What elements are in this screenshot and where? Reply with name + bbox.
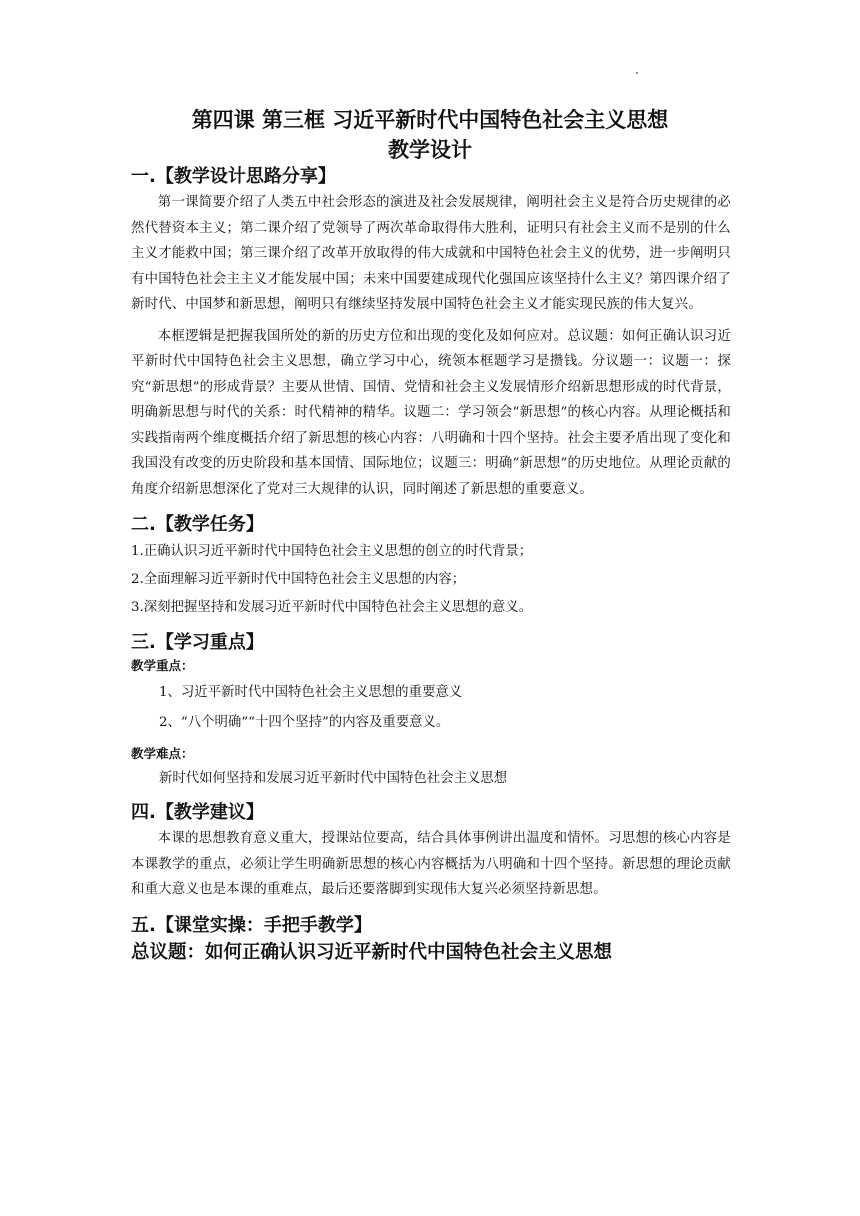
task-item-3: 3.深刻把握坚持和发展习近平新时代中国特色社会主义思想的意义。 [131, 600, 533, 615]
key-point-2: 2、“八个明确”“十四个坚持”的内容及重要意义。 [159, 715, 450, 730]
section-4-paragraph: 本课的思想教育意义重大，授课站位要高，结合具体事例讲出温度和情怀。习思想的核心内容是本课教学的重点，必须让学生明确新思想的核心内容概括为八明确和十四个坚持。新思想的理论贡献和重大意义也是本课的重难点，最后还要落脚到实现伟大复兴必须坚持新思想。 [131, 831, 731, 897]
difficulty-text: 新时代如何坚持和发展习近平新时代中国特色社会主义思想 [159, 771, 508, 786]
document-body [131, 164, 731, 967]
main-topic: 总议题：如何正确认识习近平新时代中国特色社会主义思想 [131, 941, 613, 963]
section-5-heading: 五.【课堂实操：手把手教学】 [131, 914, 372, 936]
key-points-label: 教学重点： [131, 658, 194, 673]
section-3-heading: 三.【学习重点】 [131, 632, 264, 653]
section-1-paragraph-2: 本框逻辑是把握我国所处的新的历史方位和出现的变化及如何应对。总议题：如何正确认识习近平新时代中国特色社会主义思想，确立学习中心，统领本框题学习是攒钱。分议题一：议题一：探究“新思想”的形成背景？主要从世情、国情、党情和社会主义发展情形介绍新思想形成的时代背景，明确新思想与时代的关系：时代精神的精华。议题二：学习领会“新思想”的核心内容。从理论概括和实践指南两个维度概括介绍了新思想的核心内容：八明确和十四个坚持。社会主要矛盾出现了变化和我国没有改变的历史阶段和基本国情、国际地位；议题三：明确“新思想”的历史地位。从理论贡献的角度介绍新思想深化了党对三大规律的认识，同时阐述了新思想的重要意义。 [131, 328, 731, 497]
section-1-heading: 一.【教学设计思路分享】 [131, 166, 336, 187]
header-dot [636, 72, 638, 74]
difficulty-label: 教学难点： [131, 746, 194, 761]
task-item-2: 2.全面理解习近平新时代中国特色社会主义思想的内容； [131, 572, 466, 587]
section-1-paragraph-1: 第一课简要介绍了人类五中社会形态的演进及社会发展规律，阐明社会主义是符合历史规律的必然代替资本主义；第二课介绍了党领导了两次革命取得伟大胜利，证明只有社会主义而不是别的什么主义才能救中国；第三课介绍了改革开放取得的伟大成就和中国特色社会主义的优势，进一步阐明只有中国特色社会主主义才能发展中国；未来中国要建成现代化强国应该坚持什么主义？第四课介绍了新时代、中国梦和新思想，阐明只有继续坚持发展中国特色社会主义才能实现民族的伟大复兴。 [131, 195, 731, 312]
document-title: 第四课 第三框 习近平新时代中国特色社会主义思想 [191, 108, 669, 132]
task-item-1: 1.正确认识习近平新时代中国特色社会主义思想的创立的时代背景； [131, 544, 533, 559]
document-subtitle: 教学设计 [388, 138, 472, 162]
section-4-heading: 四.【教学建议】 [131, 802, 264, 823]
section-2-heading: 二.【教学任务】 [131, 514, 264, 535]
key-point-1: 1、习近平新时代中国特色社会主义思想的重要意义 [159, 685, 463, 700]
